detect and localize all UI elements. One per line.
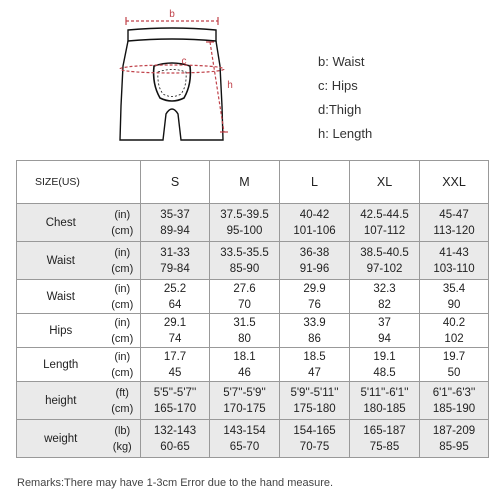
size-header-l: L [280,161,350,204]
hips-measure-line [120,65,224,73]
value-cell [420,280,489,314]
cell-value: 60-65 [160,440,190,453]
cell-value: 31.5 [233,316,256,329]
cell-value: 82 [378,298,391,311]
row-units [105,420,141,458]
unit-label: (cm) [111,224,134,237]
unit-label: (kg) [112,440,132,453]
cell-value: 6'1''-6'3'' [432,386,476,399]
cell-value: 154-165 [293,424,336,437]
unit-label: (cm) [111,402,134,415]
unit-label: (ft) [115,386,129,399]
value-cell [210,348,280,382]
cell-value: 5'7''-5'9'' [223,386,266,399]
row-units [105,204,141,242]
cell-value: 180-185 [363,402,406,415]
unit-label: (in) [114,282,131,295]
size-header-xxl: XXL [420,161,489,204]
table-row [17,280,489,314]
cell-value: 97-102 [366,262,403,275]
value-cell [420,348,489,382]
cell-value: 37 [378,316,391,329]
row-label: weight [17,420,105,458]
cell-value: 143-154 [223,424,266,437]
value-cell [141,280,210,314]
size-header-label: SIZE(US) [17,161,141,204]
label-c: c [181,56,187,67]
cell-value: 65-70 [229,440,260,453]
cell-value: 107-112 [363,224,406,237]
cell-value: 40-42 [299,208,330,221]
table-row [17,204,489,242]
value-cell [280,382,350,420]
cell-value: 91-96 [299,262,330,275]
cell-value: 19.7 [442,350,466,363]
label-h: h [227,80,233,91]
value-cell [210,382,280,420]
row-label: Chest [17,204,105,242]
legend-item-thigh: d:Thigh [318,102,362,117]
cell-value: 86 [308,332,321,345]
unit-label: (in) [114,316,131,329]
cell-value: 5'5''-5'7'' [153,386,197,399]
cell-value: 89-94 [160,224,190,237]
cell-value: 27.6 [233,282,256,295]
cell-value: 170-175 [223,402,266,415]
cell-value: 36-38 [299,246,330,259]
cell-value: 132-143 [153,424,197,437]
cell-value: 70-75 [299,440,330,453]
cell-value: 18.1 [233,350,256,363]
cell-value: 85-90 [229,262,260,275]
table-row [17,242,489,280]
remarks-note: Remarks:There may have 1-3cm Error due to the hand measure. [17,477,334,489]
label-b: b [169,9,175,20]
cell-value: 5'9''-5'11'' [290,386,339,399]
cell-value: 45 [168,366,182,379]
cell-value: 41-43 [439,246,469,259]
measure-lines [120,17,228,132]
cell-value: 47 [308,366,321,379]
row-label: Length [17,348,105,382]
cell-value: 35-37 [160,208,190,221]
value-cell [210,204,280,242]
cell-value: 25.2 [163,282,187,295]
table-row [17,420,489,458]
cell-value: 85-95 [439,440,469,453]
cell-value: 102 [444,332,464,345]
value-cell [280,420,350,458]
cell-value: 5'11''-6'1'' [360,386,409,399]
cell-value: 90 [447,298,461,311]
row-label: height [17,382,105,420]
cell-value: 35.4 [442,282,466,295]
value-cell [280,204,350,242]
value-cell [350,420,420,458]
table-row [17,382,489,420]
value-cell [141,382,210,420]
value-cell [350,280,420,314]
cell-value: 40.2 [442,316,466,329]
value-cell [141,314,210,348]
cell-value: 19.1 [373,350,396,363]
cell-value: 74 [168,332,182,345]
value-cell [350,204,420,242]
value-cell [141,242,210,280]
cell-value: 165-170 [153,402,197,415]
legend-item-length: h: Length [318,126,373,141]
value-cell [420,204,489,242]
cell-value: 95-100 [226,224,263,237]
value-cell [141,420,210,458]
value-cell [210,314,280,348]
cell-value: 17.7 [163,350,187,363]
cell-value: 64 [168,298,182,311]
value-cell [280,242,350,280]
cell-value: 187-209 [432,424,476,437]
length-measure-line [210,42,224,132]
cell-value: 175-180 [293,402,336,415]
cell-value: 50 [447,366,461,379]
value-cell [280,348,350,382]
row-units [105,242,141,280]
row-units [105,348,141,382]
table-row [17,314,489,348]
row-label: Waist [17,280,105,314]
legend-item-waist: b: Waist [318,54,365,69]
cell-value: 29.9 [303,282,326,295]
row-units [105,314,141,348]
unit-label: (cm) [111,262,134,275]
value-cell [141,348,210,382]
value-cell [141,204,210,242]
cell-value: 38.5-40.5 [360,246,409,259]
cell-value: 103-110 [433,262,475,275]
cell-value: 165-187 [363,424,406,437]
cell-value: 80 [238,332,251,345]
row-label: Hips [17,314,105,348]
cell-value: 29.1 [163,316,187,329]
size-header-s: S [141,161,210,204]
value-cell [420,242,489,280]
cell-value: 46 [238,366,251,379]
shorts-illustration [120,28,223,140]
row-label: Waist [17,242,105,280]
cell-value: 18.5 [303,350,326,363]
unit-label: (in) [114,350,131,363]
unit-label: (cm) [111,332,134,345]
value-cell [210,280,280,314]
unit-label: (lb) [114,424,131,437]
value-cell [350,314,420,348]
unit-label: (cm) [111,366,134,379]
row-units [105,280,141,314]
row-units [105,382,141,420]
value-cell [280,314,350,348]
cell-value: 94 [378,332,391,345]
cell-value: 113-120 [433,224,475,237]
value-cell [420,382,489,420]
cell-value: 48.5 [373,366,396,379]
value-cell [210,420,280,458]
size-header-xl: XL [350,161,420,204]
value-cell [350,348,420,382]
unit-label: (in) [114,208,131,221]
value-cell [280,280,350,314]
value-cell [350,382,420,420]
value-cell [350,242,420,280]
table-row [17,348,489,382]
legend-item-hips: c: Hips [318,78,358,93]
cell-value: 76 [308,298,321,311]
size-header-m: M [210,161,280,204]
value-cell [210,242,280,280]
cell-value: 45-47 [439,208,469,221]
cell-value: 185-190 [432,402,476,415]
cell-value: 79-84 [160,262,190,275]
cell-value: 33.5-35.5 [220,246,269,259]
cell-value: 70 [238,298,251,311]
cell-value: 37.5-39.5 [220,208,269,221]
cell-value: 75-85 [369,440,400,453]
value-cell [420,420,489,458]
measurement-legend [318,50,468,146]
value-cell [420,314,489,348]
unit-label: (cm) [111,298,134,311]
cell-value: 101-106 [293,224,336,237]
unit-label: (in) [114,246,131,259]
size-chart-table [16,160,489,458]
cell-value: 42.5-44.5 [360,208,409,221]
cell-value: 31-33 [160,246,190,259]
header-row [17,161,489,204]
cell-value: 32.3 [373,282,396,295]
cell-value: 33.9 [303,316,326,329]
